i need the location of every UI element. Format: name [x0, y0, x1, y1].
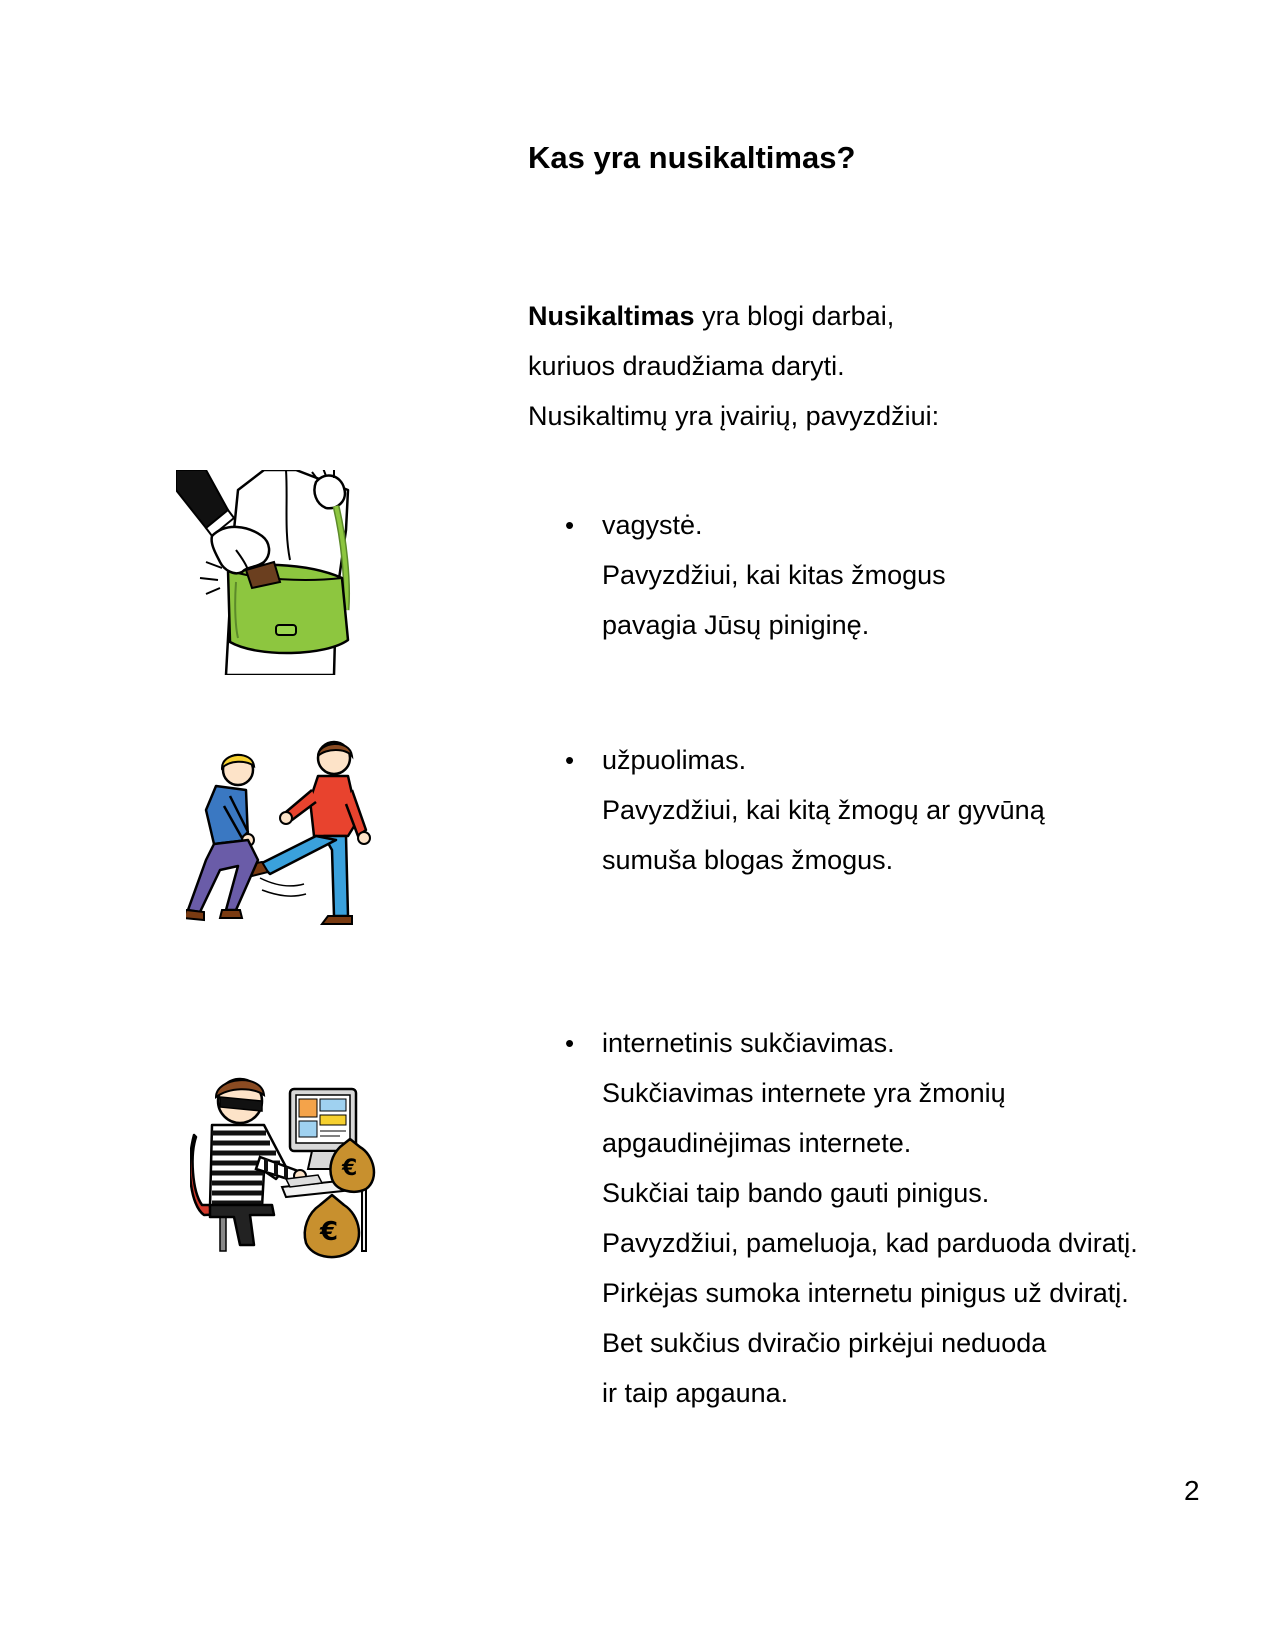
bullet-2: •: [565, 745, 575, 775]
intro-term: Nusikaltimas: [528, 301, 695, 331]
list-item-line: internetinis sukčiavimas.: [602, 1028, 895, 1058]
list-item-theft: [602, 500, 946, 650]
bullet-3: •: [565, 1028, 575, 1058]
list-item-line: vagystė.: [602, 510, 703, 540]
intro-paragraph: [528, 291, 939, 441]
list-item-line: Pirkėjas sumoka internetu pinigus už dviratį.: [602, 1278, 1129, 1308]
page-number: 2: [1184, 1475, 1200, 1506]
list-item-internet-fraud: [602, 1018, 1138, 1418]
kick-assault-icon: [186, 740, 372, 925]
list-item-line: Pavyzdžiui, pameluoja, kad parduoda dviratį.: [602, 1228, 1138, 1258]
list-item-assault: [602, 735, 1045, 885]
internet-fraud-icon: [190, 1075, 385, 1265]
list-item-line: pavagia Jūsų piniginę.: [602, 610, 870, 640]
list-item-line: Pavyzdžiui, kai kitas žmogus: [602, 560, 946, 590]
list-item-line: Pavyzdžiui, kai kitą žmogų ar gyvūną: [602, 795, 1045, 825]
euro-symbol-lower: €: [320, 1217, 339, 1247]
list-item-line: ir taip apgauna.: [602, 1378, 789, 1408]
list-item-line: Sukčiavimas internete yra žmonių: [602, 1078, 1006, 1108]
page-title: Kas yra nusikaltimas?: [528, 140, 856, 175]
pickpocket-icon: [176, 470, 366, 675]
bullet-1: •: [565, 510, 575, 540]
intro-line-3: Nusikaltimų yra įvairių, pavyzdžiui:: [528, 401, 940, 431]
intro-line-2: kuriuos draudžiama daryti.: [528, 351, 845, 381]
list-item-line: Bet sukčius dviračio pirkėjui neduoda: [602, 1328, 1047, 1358]
list-item-line: užpuolimas.: [602, 745, 747, 775]
intro-line-1-rest: yra blogi darbai,: [694, 301, 895, 331]
list-item-line: sumuša blogas žmogus.: [602, 845, 894, 875]
list-item-line: apgaudinėjimas internete.: [602, 1128, 912, 1158]
list-item-line: Sukčiai taip bando gauti pinigus.: [602, 1178, 990, 1208]
euro-symbol-upper: €: [342, 1156, 358, 1181]
intro-line-1: [528, 291, 939, 341]
